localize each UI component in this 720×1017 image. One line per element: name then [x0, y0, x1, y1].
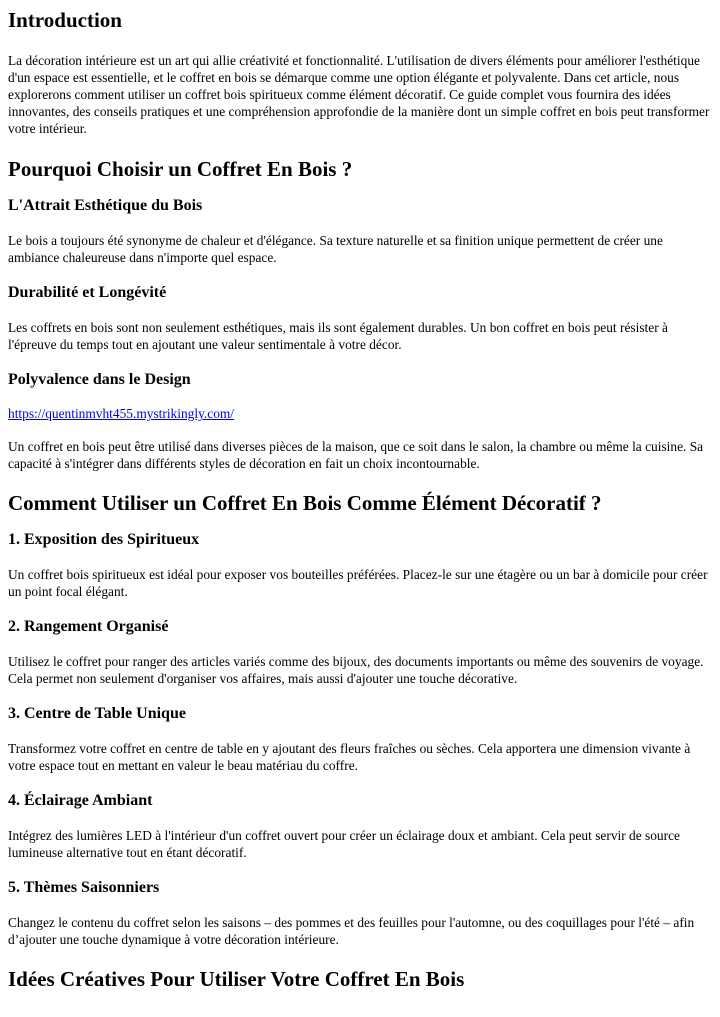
- heading-how-to-use: Comment Utiliser un Coffret En Bois Comme Élément Décoratif ?: [8, 491, 602, 515]
- paragraph-introduction: La décoration intérieure est un art qui allie créativité et fonctionnalité. L'utilisation de divers éléments pour améliorer l'esthétique d'un espace est essentielle, et le coffret en bois se démarque comme une option élégante et polyvalente. Dans cet article, nous explorerons comment utiliser un coffret bois spiritueux comme élément décoratif. Ce guide complet vous fournira des idées innovantes, des conseils pratiques et une compréhension approfondie de la manière dont un simple coffret en bois peut transformer votre intérieur.: [8, 53, 710, 136]
- subheading-versatility: Polyvalence dans le Design: [8, 371, 191, 388]
- subheading-spirits-display: 1. Exposition des Spiritueux: [8, 531, 200, 548]
- paragraph-centerpiece: Transformez votre coffret en centre de table en y ajoutant des fleurs fraîches ou sèches. Cela apportera une dimension vivante à votre espace tout en mettant en valeur le beau matériau du coffre.: [8, 741, 691, 773]
- subheading-centerpiece: 3. Centre de Table Unique: [8, 705, 186, 722]
- subheading-seasonal-themes: 5. Thèmes Saisonniers: [8, 879, 160, 896]
- heading-creative-ideas: Idées Créatives Pour Utiliser Votre Coffret En Bois: [8, 967, 465, 991]
- heading-why-choose: Pourquoi Choisir un Coffret En Bois ?: [8, 157, 353, 181]
- paragraph-spirits-display: Un coffret bois spiritueux est idéal pour exposer vos bouteilles préférées. Placez-le sur une étagère ou un bar à domicile pour créer un point focal élégant.: [8, 567, 708, 599]
- paragraph-organized-storage: Utilisez le coffret pour ranger des articles variés comme des bijoux, des documents importants ou même des souvenirs de voyage. Cela permet non seulement d'organiser vos affaires, mais aussi d'ajouter une touche décorative.: [8, 654, 704, 686]
- paragraph-aesthetic: Le bois a toujours été synonyme de chaleur et d'élégance. Sa texture naturelle et sa finition unique permettent de créer une ambiance chaleureuse dans n'importe quel espace.: [8, 233, 663, 265]
- paragraph-durability: Les coffrets en bois sont non seulement esthétiques, mais ils sont également durables. Un bon coffret en bois peut résister à l'épreuve du temps tout en ajoutant une valeur sentimentale à votre décor.: [8, 320, 668, 352]
- external-link[interactable]: https://quentinmvht455.mystrikingly.com/: [8, 406, 235, 421]
- subheading-organized-storage: 2. Rangement Organisé: [8, 618, 169, 635]
- subheading-aesthetic: L'Attrait Esthétique du Bois: [8, 197, 203, 214]
- subheading-durability: Durabilité et Longévité: [8, 284, 167, 301]
- paragraph-versatility: Un coffret en bois peut être utilisé dans diverses pièces de la maison, que ce soit dans le salon, la chambre ou même la cuisine. Sa capacité à s'intégrer dans différents styles de décoration en fait un choix incontournable.: [8, 439, 704, 471]
- paragraph-seasonal-themes: Changez le contenu du coffret selon les saisons – des pommes et des feuilles pour l'automne, ou des coquillages pour l'été – afin d’ajouter une touche dynamique à votre décoration intérieure.: [8, 915, 695, 947]
- paragraph-ambient-lighting: Intégrez des lumières LED à l'intérieur d'un coffret ouvert pour créer un éclairage doux et ambiant. Cela peut servir de source lumineuse alternative tout en étant décoratif.: [8, 828, 680, 860]
- subheading-ambient-lighting: 4. Éclairage Ambiant: [8, 792, 153, 809]
- heading-introduction: Introduction: [8, 8, 122, 32]
